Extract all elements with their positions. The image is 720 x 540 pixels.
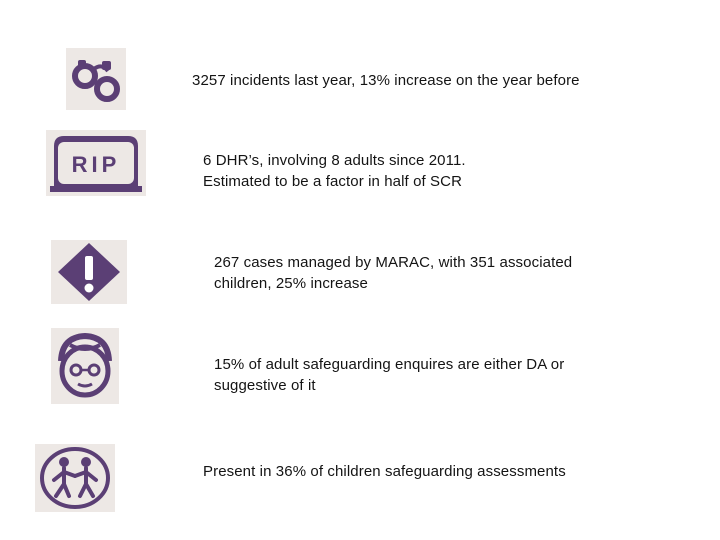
stat-adult-safeguarding	[214, 354, 564, 396]
stat-marac	[214, 252, 572, 294]
handcuffs-icon	[68, 51, 124, 107]
stat-incidents-line-1: 3257 incidents last year, 13% increase on the year before	[192, 72, 580, 89]
children-icon-box	[35, 444, 115, 512]
stat-adult-safeguarding-line-2: suggestive of it	[214, 377, 316, 394]
children-icon	[38, 446, 112, 510]
stat-adult-safeguarding-line-1: 15% of adult safeguarding enquires are either DA or	[214, 356, 565, 373]
stat-children-safeguarding	[203, 461, 566, 482]
handcuffs-icon-box	[66, 48, 126, 110]
stat-incidents	[192, 70, 580, 91]
stat-dhr-line-1: 6 DHR’s, involving 8 adults since 2011.	[203, 152, 466, 169]
stat-marac-line-1: 267 cases managed by MARAC, with 351 associated	[214, 254, 573, 271]
warning-exclamation-icon	[56, 241, 122, 303]
rip-icon-text: RIP	[71, 152, 121, 177]
stat-marac-line-2: children, 25% increase	[214, 275, 368, 292]
rip-icon-box	[46, 130, 146, 196]
elderly-face-icon	[54, 331, 116, 401]
warning-icon-box	[51, 240, 127, 304]
stat-dhr	[203, 150, 466, 192]
rip-tombstone-icon	[48, 132, 144, 194]
stat-dhr-line-2: Estimated to be a factor in half of SCR	[203, 173, 463, 190]
elderly-face-icon-box	[51, 328, 119, 404]
stat-children-safeguarding-line-1: Present in 36% of children safeguarding assessments	[203, 463, 566, 480]
